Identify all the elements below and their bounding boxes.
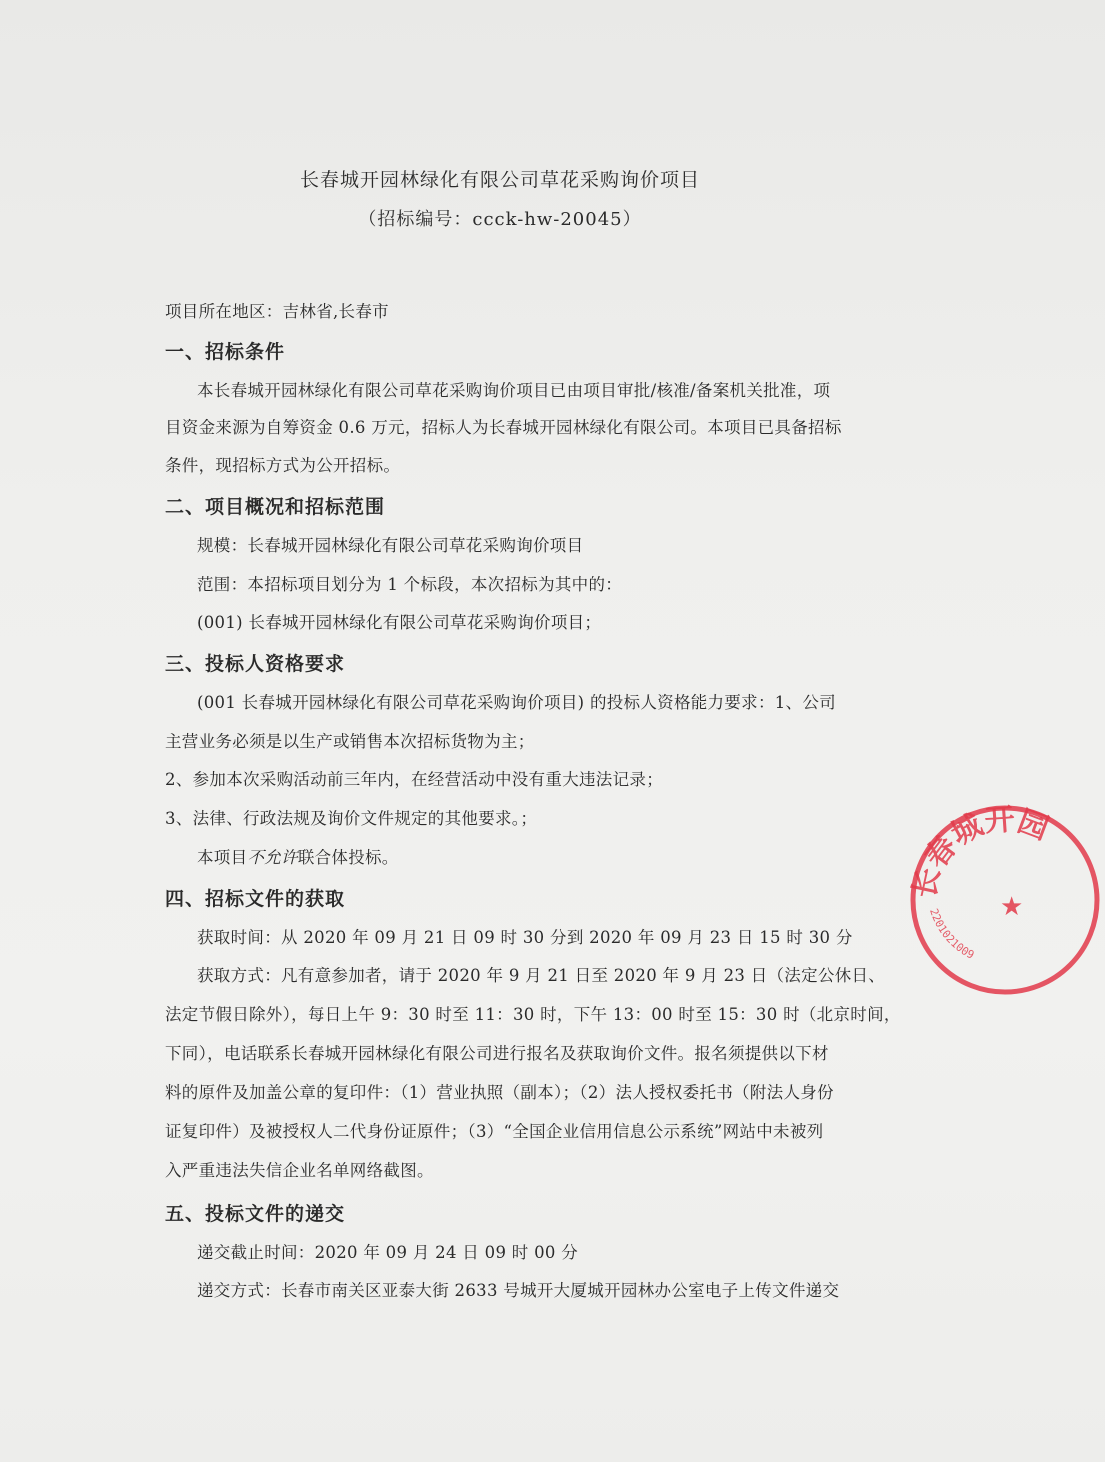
seal-code: 2201021009 [927,906,977,962]
paragraph-line: 获取方式：凡有意参加者，请于 2020 年 9 月 21 日至 2020 年 9 月 23 日（法定公休日、 [197,966,886,985]
paragraph-line: 下同），电话联系长春城开园林绿化有限公司进行报名及获取询价文件。报名须提供以下材 [165,1044,829,1063]
paragraph-line: 3、法律、行政法规及询价文件规定的其他要求。； [165,809,538,828]
paragraph-line: 主营业务必须是以生产或销售本次招标货物为主； [165,732,535,751]
paragraph-line: 本长春城开园林绿化有限公司草花采购询价项目已由项目审批/核准/备案机关批准，项 [197,381,831,400]
paragraph-line: 证复印件）及被授权人二代身份证原件；（3）“全国企业信用信息公示系统”网站中未被列 [165,1122,824,1141]
note-prefix: 本项目 [197,848,248,867]
paragraph-line: 条件，现招标方式为公开招标。 [165,456,401,475]
paragraph-line: 递交截止时间：2020 年 09 月 24 日 09 时 00 分 [197,1243,579,1262]
paragraph-line: 料的原件及加盖公章的复印件：（1）营业执照（副本）；（2）法人授权委托书（附法人身份 [165,1083,834,1102]
document-title: 长春城开园林绿化有限公司草花采购询价项目 [299,169,700,191]
section-heading-2: 二、项目概况和招标范围 [165,496,386,518]
section-heading-4: 四、招标文件的获取 [165,888,346,910]
paragraph-line: 入严重违法失信企业名单网络截图。 [165,1161,434,1180]
note-suffix: 联合体投标。 [297,848,399,867]
paragraph-line: 获取时间：从 2020 年 09 月 21 日 09 时 30 分到 2020 年 09 月 23 日 15 时 30 分 [197,928,853,947]
seal-text: 长春城开园 [907,802,1054,902]
paragraph-line: 目资金来源为自筹资金 0.6 万元，招标人为长春城开园林绿化有限公司。本项目已具备招标 [165,418,842,437]
note-emphasis: 不允许 [247,848,298,867]
paragraph-line: 法定节假日除外），每日上午 9：30 时至 11：30 时，下午 13：00 时至 15：30 时（北京时间， [165,1005,901,1024]
company-seal [905,800,1105,1000]
consortium-note [197,844,399,868]
seal-star-icon: ★ [1000,892,1024,922]
section-heading-1: 一、招标条件 [165,341,286,363]
paragraph-line: (001 长春城开园林绿化有限公司草花采购询价项目) 的投标人资格能力要求：1、公司 [197,693,836,712]
paragraph-line: 范围：本招标项目划分为 1 个标段，本次招标为其中的： [197,575,623,594]
section-heading-5: 五、投标文件的递交 [165,1203,346,1225]
paragraph-line: 递交方式：长春市南关区亚泰大街 2633 号城开大厦城开园林办公室电子上传文件递交 [197,1281,840,1300]
region-line: 项目所在地区：吉林省,长春市 [165,302,389,321]
section-heading-3: 三、投标人资格要求 [165,653,346,675]
paragraph-line: 2、参加本次采购活动前三年内，在经营活动中没有重大违法记录； [165,770,663,789]
paragraph-line: 规模：长春城开园林绿化有限公司草花采购询价项目 [197,536,584,555]
paragraph-line: (001) 长春城开园林绿化有限公司草花采购询价项目； [197,613,602,632]
document-subtitle: （招标编号：ccck-hw-20045） [358,209,642,230]
